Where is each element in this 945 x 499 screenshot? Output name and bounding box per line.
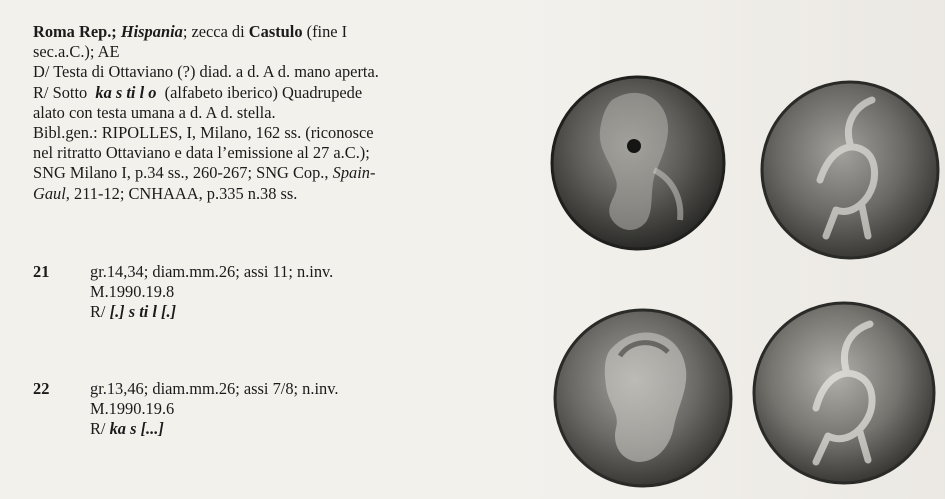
header-mint-label: ; zecca di xyxy=(182,22,245,41)
entry-reverse xyxy=(90,419,473,439)
entry-weight-line: gr.14,34; diam.mm.26; assi 11; n.inv. xyxy=(90,262,334,281)
entry-reverse-legend: ka s [...] xyxy=(109,419,164,439)
coin-plate xyxy=(550,60,945,499)
coin-21-obverse xyxy=(552,77,724,249)
coin-22-obverse xyxy=(555,310,731,486)
entry-weight-line: gr.13,46; diam.mm.26; assi 7/8; n.inv. xyxy=(90,378,339,398)
obverse-description: D/ Testa di Ottaviano (?) diad. a d. A d. mano aperta. xyxy=(33,62,379,82)
bibliography-3b: Spain- xyxy=(332,163,376,183)
entry-reverse-legend: [.] s ti l [.] xyxy=(109,302,177,322)
entry-number: 22 xyxy=(33,378,50,398)
header-rome: Roma Rep.; xyxy=(33,22,117,41)
bibliography-4a: Gaul xyxy=(33,183,66,203)
reverse-description xyxy=(33,83,473,103)
catalog-description xyxy=(33,22,473,204)
entry-22 xyxy=(33,379,473,440)
coin-photographs xyxy=(550,60,945,499)
bibliography-3 xyxy=(33,163,473,183)
coin-22-reverse xyxy=(754,303,934,483)
entry-inventory: M.1990.19.6 xyxy=(90,398,175,418)
entry-21 xyxy=(33,262,473,323)
header-castulo: Castulo xyxy=(248,22,303,41)
coin-21-reverse xyxy=(762,82,938,258)
bibliography-3a: SNG Milano I, p.34 ss., 260-267; SNG Cop., xyxy=(33,163,329,183)
entry-inventory: M.1990.19.8 xyxy=(90,282,175,302)
entry-number: 21 xyxy=(33,262,50,281)
header-line xyxy=(33,22,473,42)
reverse-prefix: R/ Sotto xyxy=(33,82,88,102)
entry-reverse xyxy=(90,302,473,322)
entry-reverse-prefix: R/ xyxy=(90,302,106,322)
bibliography-4b: , 211-12; CNHAAA, p.335 n.38 ss. xyxy=(65,183,298,203)
header-date-start: (fine I xyxy=(306,22,348,41)
bibliography-1: Bibl.gen.: RIPOLLES, I, Milano, 162 ss. (riconosce xyxy=(33,123,374,143)
header-date-line: sec.a.C.); AE xyxy=(33,42,120,62)
header-hispania: Hispania xyxy=(120,22,183,41)
entry-reverse-prefix: R/ xyxy=(90,419,106,439)
bibliography-2: nel ritratto Ottaviano e data l’emissione al 27 a.C.); xyxy=(33,143,370,163)
reverse-text-1: (alfabeto iberico) Quadrupede xyxy=(164,82,363,102)
reverse-legend: ka s ti l o xyxy=(95,82,157,102)
reverse-text-2: alato con testa umana a d. A d. stella. xyxy=(33,102,276,122)
catalog-entries xyxy=(33,262,473,439)
bibliography-4 xyxy=(33,184,473,204)
